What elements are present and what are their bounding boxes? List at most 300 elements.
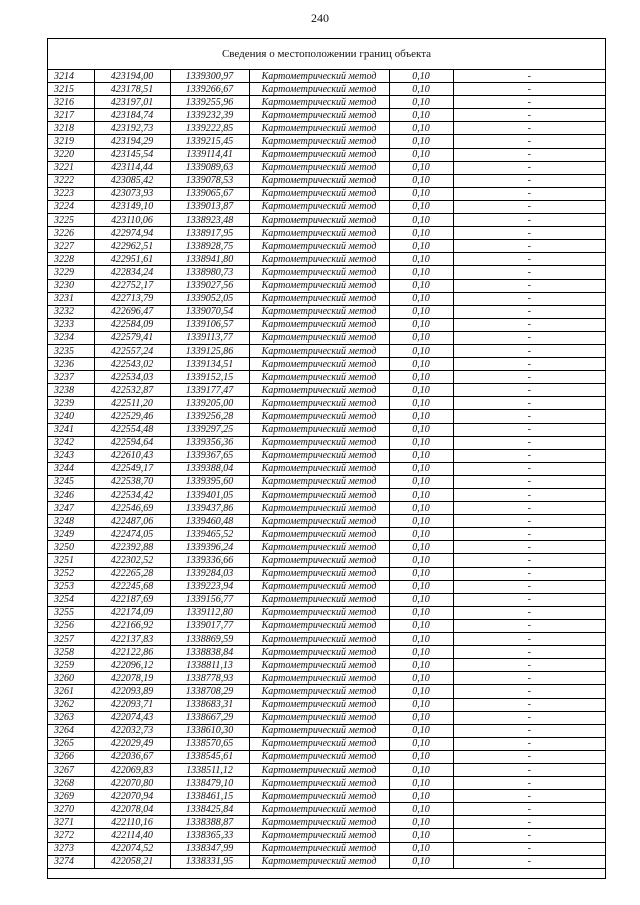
table-row (48, 475, 605, 488)
x-coordinate-cell: 422302,52 (94, 554, 170, 567)
x-coordinate-cell: 422392,88 (94, 541, 170, 554)
point-number-cell: 3251 (48, 554, 94, 567)
point-number-cell: 3235 (48, 344, 94, 357)
method-cell: Картометрический метод (249, 567, 389, 580)
table-row (48, 240, 605, 253)
boundary-table-frame (47, 38, 606, 879)
x-coordinate-cell: 422532,87 (94, 384, 170, 397)
point-number-cell: 3255 (48, 606, 94, 619)
x-coordinate-cell: 423085,42 (94, 174, 170, 187)
x-coordinate-cell: 423194,00 (94, 70, 170, 83)
precision-cell: 0,10 (389, 567, 453, 580)
y-coordinate-cell: 1338461,15 (170, 790, 249, 803)
table-row (48, 358, 605, 371)
point-number-cell: 3227 (48, 240, 94, 253)
y-coordinate-cell: 1339232,39 (170, 109, 249, 122)
y-coordinate-cell: 1339114,41 (170, 148, 249, 161)
method-cell: Картометрический метод (249, 790, 389, 803)
table-row (48, 200, 605, 213)
table-row (48, 829, 605, 842)
y-coordinate-cell: 1339437,86 (170, 502, 249, 515)
method-cell: Картометрический метод (249, 475, 389, 488)
precision-cell: 0,10 (389, 344, 453, 357)
table-row (48, 803, 605, 816)
method-cell: Картометрический метод (249, 528, 389, 541)
y-coordinate-cell: 1338917,95 (170, 227, 249, 240)
x-coordinate-cell: 422093,89 (94, 685, 170, 698)
table-row (48, 135, 605, 148)
method-cell: Картометрический метод (249, 122, 389, 135)
y-coordinate-cell: 1338331,95 (170, 855, 249, 868)
point-number-cell: 3217 (48, 109, 94, 122)
point-number-cell: 3245 (48, 475, 94, 488)
table-row (48, 724, 605, 737)
point-number-cell: 3241 (48, 423, 94, 436)
x-coordinate-cell: 422096,12 (94, 659, 170, 672)
description-cell: - (453, 410, 605, 423)
table-row (48, 515, 605, 528)
method-cell: Картометрический метод (249, 750, 389, 763)
precision-cell: 0,10 (389, 397, 453, 410)
y-coordinate-cell: 1339297,25 (170, 423, 249, 436)
point-number-cell: 3247 (48, 502, 94, 515)
table-row (48, 711, 605, 724)
point-number-cell: 3231 (48, 292, 94, 305)
precision-cell: 0,10 (389, 96, 453, 109)
table-row (48, 344, 605, 357)
precision-cell: 0,10 (389, 449, 453, 462)
table-row (48, 318, 605, 331)
table-row (48, 580, 605, 593)
table-row (48, 606, 605, 619)
method-cell: Картометрический метод (249, 436, 389, 449)
table-row (48, 227, 605, 240)
x-coordinate-cell: 422029,49 (94, 737, 170, 750)
x-coordinate-cell: 423145,54 (94, 148, 170, 161)
point-number-cell: 3246 (48, 489, 94, 502)
method-cell: Картометрический метод (249, 240, 389, 253)
x-coordinate-cell: 422546,69 (94, 502, 170, 515)
y-coordinate-cell: 1339052,05 (170, 292, 249, 305)
point-number-cell: 3221 (48, 161, 94, 174)
description-cell: - (453, 646, 605, 659)
x-coordinate-cell: 422166,92 (94, 619, 170, 632)
method-cell: Картометрический метод (249, 83, 389, 96)
description-cell: - (453, 763, 605, 776)
precision-cell: 0,10 (389, 554, 453, 567)
point-number-cell: 3250 (48, 541, 94, 554)
y-coordinate-cell: 1339215,45 (170, 135, 249, 148)
y-coordinate-cell: 1339388,04 (170, 462, 249, 475)
y-coordinate-cell: 1339205,00 (170, 397, 249, 410)
method-cell: Картометрический метод (249, 580, 389, 593)
y-coordinate-cell: 1338667,29 (170, 711, 249, 724)
y-coordinate-cell: 1338811,13 (170, 659, 249, 672)
precision-cell: 0,10 (389, 606, 453, 619)
description-cell: - (453, 148, 605, 161)
table-row (48, 253, 605, 266)
precision-cell: 0,10 (389, 659, 453, 672)
y-coordinate-cell: 1338425,84 (170, 803, 249, 816)
method-cell: Картометрический метод (249, 70, 389, 83)
precision-cell: 0,10 (389, 227, 453, 240)
precision-cell: 0,10 (389, 266, 453, 279)
description-cell: - (453, 449, 605, 462)
x-coordinate-cell: 423149,10 (94, 200, 170, 213)
method-cell: Картометрический метод (249, 305, 389, 318)
description-cell: - (453, 750, 605, 763)
y-coordinate-cell: 1339017,77 (170, 619, 249, 632)
precision-cell: 0,10 (389, 593, 453, 606)
table-row (48, 83, 605, 96)
point-number-cell: 3269 (48, 790, 94, 803)
description-cell: - (453, 214, 605, 227)
x-coordinate-cell: 422036,67 (94, 750, 170, 763)
method-cell: Картометрический метод (249, 855, 389, 868)
method-cell: Картометрический метод (249, 266, 389, 279)
description-cell: - (453, 227, 605, 240)
method-cell: Картометрический метод (249, 489, 389, 502)
point-number-cell: 3252 (48, 567, 94, 580)
table-row (48, 619, 605, 632)
table-row (48, 410, 605, 423)
x-coordinate-cell: 422549,17 (94, 462, 170, 475)
y-coordinate-cell: 1339396,24 (170, 541, 249, 554)
method-cell: Картометрический метод (249, 135, 389, 148)
x-coordinate-cell: 422078,04 (94, 803, 170, 816)
point-number-cell: 3272 (48, 829, 94, 842)
precision-cell: 0,10 (389, 528, 453, 541)
precision-cell: 0,10 (389, 358, 453, 371)
point-number-cell: 3267 (48, 763, 94, 776)
description-cell: - (453, 659, 605, 672)
method-cell: Картометрический метод (249, 502, 389, 515)
description-cell: - (453, 554, 605, 567)
description-cell: - (453, 358, 605, 371)
method-cell: Картометрический метод (249, 187, 389, 200)
table-row (48, 816, 605, 829)
precision-cell: 0,10 (389, 135, 453, 148)
description-cell: - (453, 397, 605, 410)
y-coordinate-cell: 1339395,60 (170, 475, 249, 488)
point-number-cell: 3262 (48, 698, 94, 711)
precision-cell: 0,10 (389, 829, 453, 842)
precision-cell: 0,10 (389, 724, 453, 737)
point-number-cell: 3253 (48, 580, 94, 593)
point-number-cell: 3226 (48, 227, 94, 240)
y-coordinate-cell: 1339125,86 (170, 344, 249, 357)
precision-cell: 0,10 (389, 122, 453, 135)
table-row (48, 737, 605, 750)
point-number-cell: 3263 (48, 711, 94, 724)
point-number-cell: 3257 (48, 633, 94, 646)
description-cell: - (453, 318, 605, 331)
description-cell: - (453, 240, 605, 253)
x-coordinate-cell: 422070,94 (94, 790, 170, 803)
method-cell: Картометрический метод (249, 358, 389, 371)
point-number-cell: 3224 (48, 200, 94, 213)
description-cell: - (453, 423, 605, 436)
precision-cell: 0,10 (389, 685, 453, 698)
description-cell: - (453, 515, 605, 528)
y-coordinate-cell: 1339177,47 (170, 384, 249, 397)
x-coordinate-cell: 422534,03 (94, 371, 170, 384)
description-cell: - (453, 279, 605, 292)
method-cell: Картометрический метод (249, 685, 389, 698)
precision-cell: 0,10 (389, 750, 453, 763)
y-coordinate-cell: 1338545,61 (170, 750, 249, 763)
y-coordinate-cell: 1338511,12 (170, 763, 249, 776)
table-row (48, 161, 605, 174)
table-row (48, 436, 605, 449)
x-coordinate-cell: 422137,83 (94, 633, 170, 646)
x-coordinate-cell: 422074,52 (94, 842, 170, 855)
table-row (48, 633, 605, 646)
y-coordinate-cell: 1339460,48 (170, 515, 249, 528)
y-coordinate-cell: 1339256,28 (170, 410, 249, 423)
point-number-cell: 3243 (48, 449, 94, 462)
table-row (48, 148, 605, 161)
precision-cell: 0,10 (389, 174, 453, 187)
point-number-cell: 3229 (48, 266, 94, 279)
y-coordinate-cell: 1338928,75 (170, 240, 249, 253)
point-number-cell: 3249 (48, 528, 94, 541)
method-cell: Картометрический метод (249, 423, 389, 436)
method-cell: Картометрический метод (249, 109, 389, 122)
y-coordinate-cell: 1338778,93 (170, 672, 249, 685)
point-number-cell: 3214 (48, 70, 94, 83)
description-cell: - (453, 672, 605, 685)
y-coordinate-cell: 1338980,73 (170, 266, 249, 279)
point-number-cell: 3264 (48, 724, 94, 737)
x-coordinate-cell: 422529,46 (94, 410, 170, 423)
x-coordinate-cell: 422114,40 (94, 829, 170, 842)
description-cell: - (453, 528, 605, 541)
precision-cell: 0,10 (389, 148, 453, 161)
description-cell: - (453, 253, 605, 266)
precision-cell: 0,10 (389, 292, 453, 305)
method-cell: Картометрический метод (249, 292, 389, 305)
x-coordinate-cell: 422594,64 (94, 436, 170, 449)
x-coordinate-cell: 422245,68 (94, 580, 170, 593)
method-cell: Картометрический метод (249, 724, 389, 737)
y-coordinate-cell: 1339223,94 (170, 580, 249, 593)
method-cell: Картометрический метод (249, 672, 389, 685)
x-coordinate-cell: 422974,94 (94, 227, 170, 240)
point-number-cell: 3223 (48, 187, 94, 200)
x-coordinate-cell: 422534,42 (94, 489, 170, 502)
y-coordinate-cell: 1339222,85 (170, 122, 249, 135)
y-coordinate-cell: 1339255,96 (170, 96, 249, 109)
precision-cell: 0,10 (389, 672, 453, 685)
precision-cell: 0,10 (389, 436, 453, 449)
y-coordinate-cell: 1339300,97 (170, 70, 249, 83)
x-coordinate-cell: 422265,28 (94, 567, 170, 580)
point-number-cell: 3239 (48, 397, 94, 410)
description-cell: - (453, 711, 605, 724)
description-cell: - (453, 541, 605, 554)
description-cell: - (453, 200, 605, 213)
precision-cell: 0,10 (389, 580, 453, 593)
precision-cell: 0,10 (389, 711, 453, 724)
description-cell: - (453, 619, 605, 632)
y-coordinate-cell: 1339156,77 (170, 593, 249, 606)
x-coordinate-cell: 422474,05 (94, 528, 170, 541)
x-coordinate-cell: 422834,24 (94, 266, 170, 279)
x-coordinate-cell: 423114,44 (94, 161, 170, 174)
table-row (48, 449, 605, 462)
precision-cell: 0,10 (389, 240, 453, 253)
description-cell: - (453, 737, 605, 750)
x-coordinate-cell: 422962,51 (94, 240, 170, 253)
precision-cell: 0,10 (389, 842, 453, 855)
y-coordinate-cell: 1339152,15 (170, 371, 249, 384)
x-coordinate-cell: 422752,17 (94, 279, 170, 292)
description-cell: - (453, 816, 605, 829)
x-coordinate-cell: 422713,79 (94, 292, 170, 305)
table-row (48, 96, 605, 109)
description-cell: - (453, 475, 605, 488)
description-cell: - (453, 266, 605, 279)
description-cell: - (453, 331, 605, 344)
description-cell: - (453, 96, 605, 109)
point-number-cell: 3265 (48, 737, 94, 750)
table-row (48, 266, 605, 279)
method-cell: Картометрический метод (249, 633, 389, 646)
method-cell: Картометрический метод (249, 816, 389, 829)
x-coordinate-cell: 423197,01 (94, 96, 170, 109)
y-coordinate-cell: 1339070,54 (170, 305, 249, 318)
point-number-cell: 3220 (48, 148, 94, 161)
y-coordinate-cell: 1339401,05 (170, 489, 249, 502)
x-coordinate-cell: 422122,86 (94, 646, 170, 659)
precision-cell: 0,10 (389, 816, 453, 829)
description-cell: - (453, 122, 605, 135)
table-row (48, 554, 605, 567)
description-cell: - (453, 305, 605, 318)
table-row (48, 842, 605, 855)
description-cell: - (453, 174, 605, 187)
y-coordinate-cell: 1338365,33 (170, 829, 249, 842)
precision-cell: 0,10 (389, 384, 453, 397)
x-coordinate-cell: 422093,71 (94, 698, 170, 711)
table-row (48, 371, 605, 384)
y-coordinate-cell: 1338479,10 (170, 777, 249, 790)
precision-cell: 0,10 (389, 109, 453, 122)
precision-cell: 0,10 (389, 83, 453, 96)
x-coordinate-cell: 423184,74 (94, 109, 170, 122)
x-coordinate-cell: 423178,51 (94, 83, 170, 96)
y-coordinate-cell: 1338869,59 (170, 633, 249, 646)
precision-cell: 0,10 (389, 633, 453, 646)
table-row (48, 541, 605, 554)
x-coordinate-cell: 423073,93 (94, 187, 170, 200)
x-coordinate-cell: 422078,19 (94, 672, 170, 685)
point-number-cell: 3261 (48, 685, 94, 698)
table-row (48, 685, 605, 698)
description-cell: - (453, 70, 605, 83)
x-coordinate-cell: 422579,41 (94, 331, 170, 344)
table-row (48, 593, 605, 606)
method-cell: Картометрический метод (249, 659, 389, 672)
method-cell: Картометрический метод (249, 541, 389, 554)
y-coordinate-cell: 1338923,48 (170, 214, 249, 227)
method-cell: Картометрический метод (249, 96, 389, 109)
precision-cell: 0,10 (389, 489, 453, 502)
table-row (48, 659, 605, 672)
precision-cell: 0,10 (389, 305, 453, 318)
y-coordinate-cell: 1339356,36 (170, 436, 249, 449)
description-cell: - (453, 187, 605, 200)
y-coordinate-cell: 1339013,87 (170, 200, 249, 213)
point-number-cell: 3266 (48, 750, 94, 763)
description-cell: - (453, 436, 605, 449)
method-cell: Картометрический метод (249, 174, 389, 187)
description-cell: - (453, 855, 605, 868)
precision-cell: 0,10 (389, 737, 453, 750)
y-coordinate-cell: 1338941,80 (170, 253, 249, 266)
y-coordinate-cell: 1339027,56 (170, 279, 249, 292)
method-cell: Картометрический метод (249, 593, 389, 606)
precision-cell: 0,10 (389, 541, 453, 554)
precision-cell: 0,10 (389, 318, 453, 331)
method-cell: Картометрический метод (249, 161, 389, 174)
point-number-cell: 3230 (48, 279, 94, 292)
point-number-cell: 3259 (48, 659, 94, 672)
precision-cell: 0,10 (389, 502, 453, 515)
point-number-cell: 3258 (48, 646, 94, 659)
precision-cell: 0,10 (389, 777, 453, 790)
y-coordinate-cell: 1339266,67 (170, 83, 249, 96)
method-cell: Картометрический метод (249, 344, 389, 357)
method-cell: Картометрический метод (249, 619, 389, 632)
method-cell: Картометрический метод (249, 384, 389, 397)
method-cell: Картометрический метод (249, 148, 389, 161)
table-title: Сведения о местоположении границ объекта (48, 39, 605, 70)
x-coordinate-cell: 422554,48 (94, 423, 170, 436)
point-number-cell: 3225 (48, 214, 94, 227)
y-coordinate-cell: 1338838,84 (170, 646, 249, 659)
precision-cell: 0,10 (389, 763, 453, 776)
precision-cell: 0,10 (389, 646, 453, 659)
description-cell: - (453, 135, 605, 148)
table-row (48, 855, 605, 868)
point-number-cell: 3237 (48, 371, 94, 384)
description-cell: - (453, 384, 605, 397)
x-coordinate-cell: 422187,69 (94, 593, 170, 606)
description-cell: - (453, 724, 605, 737)
precision-cell: 0,10 (389, 790, 453, 803)
method-cell: Картометрический метод (249, 777, 389, 790)
point-number-cell: 3218 (48, 122, 94, 135)
y-coordinate-cell: 1338570,65 (170, 737, 249, 750)
y-coordinate-cell: 1338683,31 (170, 698, 249, 711)
point-number-cell: 3254 (48, 593, 94, 606)
description-cell: - (453, 790, 605, 803)
precision-cell: 0,10 (389, 371, 453, 384)
description-cell: - (453, 567, 605, 580)
table-row (48, 122, 605, 135)
y-coordinate-cell: 1339078,53 (170, 174, 249, 187)
point-number-cell: 3248 (48, 515, 94, 528)
method-cell: Картометрический метод (249, 606, 389, 619)
x-coordinate-cell: 422543,02 (94, 358, 170, 371)
x-coordinate-cell: 422696,47 (94, 305, 170, 318)
x-coordinate-cell: 422110,16 (94, 816, 170, 829)
description-cell: - (453, 685, 605, 698)
description-cell: - (453, 633, 605, 646)
method-cell: Картометрический метод (249, 331, 389, 344)
